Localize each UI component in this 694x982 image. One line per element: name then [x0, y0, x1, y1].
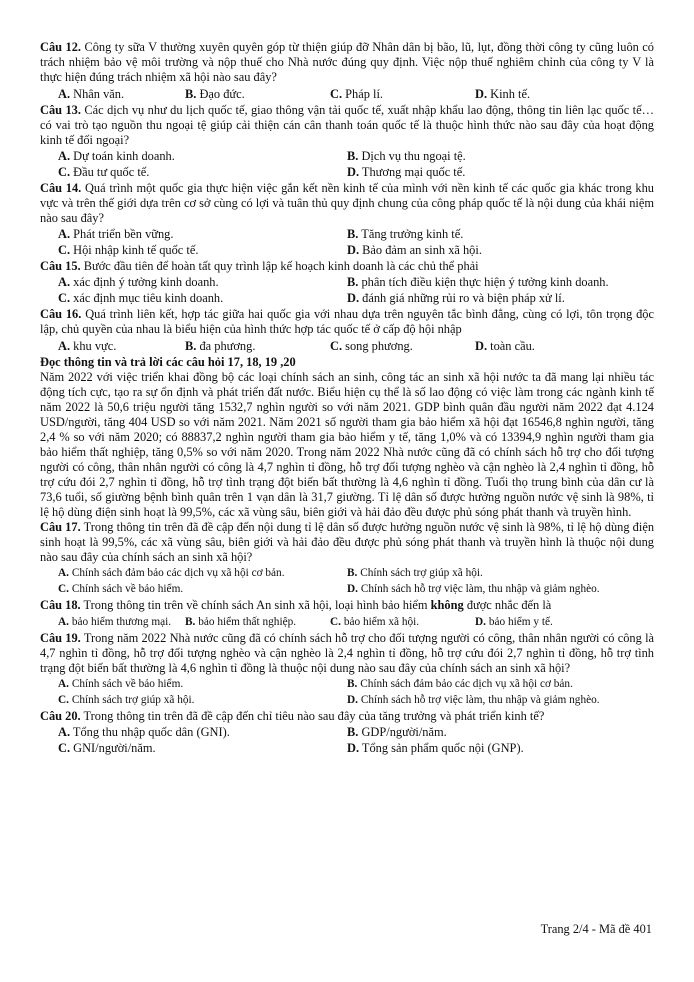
- question-13: [40, 103, 654, 148]
- question-text-end: được nhắc đến là: [463, 598, 552, 612]
- question-text: Quá trình liên kết, hợp tác giữa hai quốc gia với nhau dựa trên nguyên tắc bình đẳng, cùng có lợi, tôn trọng độc lập, chủ quyền của nhau là biểu hiện của hình thức hợp tác quốc tế ở cấp độ hội nhập: [40, 307, 654, 336]
- option-c: C. bảo hiểm xã hội.: [330, 616, 420, 628]
- option-c: C. xác định mục tiêu kinh doanh.: [58, 291, 224, 305]
- question-number: Câu 14.: [40, 181, 82, 195]
- option-a: A. Tổng thu nhập quốc dân (GNI).: [58, 725, 230, 739]
- question-text: Trong thông tin trên đã đề cập đến chỉ tiêu nào sau đây của tăng trưởng và phát triển kinh tế?: [83, 709, 545, 723]
- option-a: A. khu vực.: [58, 339, 117, 353]
- option-c: C. Pháp lí.: [330, 87, 384, 101]
- question-text: Các dịch vụ như du lịch quốc tế, giao thông vận tải quốc tế, xuất nhập khẩu lao động, thông tin liên lạc quốc tế…có vai trò tạo nguồn thu ngoại tệ giúp cải thiện cán cân thanh toán quốc tế là thuộc hình thức nào sau đây của hoạt động kinh tế đối ngoại?: [40, 103, 654, 147]
- option-b: B. Đạo đức.: [185, 87, 245, 101]
- question-16: [40, 307, 654, 337]
- reading-heading: Đọc thông tin và trả lời các câu hỏi 17, 18, 19 ,20: [40, 355, 296, 369]
- question-number: Câu 19.: [40, 631, 81, 645]
- question-17: [40, 520, 654, 565]
- question-text: Bước đầu tiên để hoàn tất quy trình lập kế hoạch kinh doanh là các chủ thể phải: [83, 259, 479, 273]
- option-b: B. GDP/người/năm.: [347, 725, 447, 739]
- option-c: C. GNI/người/năm.: [58, 741, 156, 755]
- option-a: A. bảo hiểm thương mại.: [58, 616, 172, 628]
- question-text: Trong thông tin trên đã đề cập đến nội dung tỉ lệ dân số được hưởng nguồn nước vệ sinh là 98%, tỉ lệ hộ dùng điện sinh hoạt là 99,5%, các xã vùng sâu, biên giới và hải đảo đều được phủ sóng phát thanh và truyền hình là thuộc nội dung nào sau đây của chính sách an sinh xã hội?: [40, 520, 655, 564]
- question-19: [40, 631, 654, 676]
- option-d: D. toàn cầu.: [475, 339, 535, 353]
- question-18: [40, 598, 654, 613]
- option-d: D. Tổng sản phẩm quốc nội (GNP).: [347, 741, 524, 755]
- option-a: A. xác định ý tưởng kinh doanh.: [58, 275, 219, 289]
- question-12: [40, 40, 654, 85]
- question-20: [40, 709, 654, 724]
- question-number: Câu 12.: [40, 40, 81, 54]
- answer-options: [40, 615, 654, 630]
- option-c: C. song phương.: [330, 339, 413, 353]
- question-text: Trong thông tin trên về chính sách An sinh xã hội, loại hình bảo hiểm: [83, 598, 431, 612]
- answer-options: [40, 566, 654, 581]
- answer-options: [40, 291, 654, 306]
- option-a: A. Phát triển bền vững.: [58, 227, 174, 241]
- answer-options: [40, 693, 654, 708]
- question-number: Câu 15.: [40, 259, 81, 273]
- answer-options: [40, 677, 654, 692]
- option-d: D. Chính sách hỗ trợ việc làm, thu nhập và giảm nghèo.: [347, 583, 600, 595]
- answer-options: [40, 582, 654, 597]
- question-number: Câu 16.: [40, 307, 82, 321]
- option-b: B. Chính sách đảm bảo các dịch vụ xã hội cơ bản.: [347, 678, 573, 690]
- option-b: B. bảo hiểm thất nghiệp.: [185, 616, 297, 628]
- answer-options: [40, 243, 654, 258]
- option-c: C. Chính sách về bảo hiểm.: [58, 583, 184, 595]
- answer-options: [40, 741, 654, 756]
- answer-options: [40, 87, 654, 102]
- page-footer: Trang 2/4 - Mã đề 401: [540, 922, 652, 936]
- answer-options: [40, 275, 654, 290]
- option-b: B. đa phương.: [185, 339, 256, 353]
- answer-options: [40, 149, 654, 164]
- option-a: A. Chính sách về bảo hiểm.: [58, 678, 184, 690]
- question-number: Câu 13.: [40, 103, 81, 117]
- question-14: [40, 181, 654, 226]
- option-d: D. Chính sách hỗ trợ việc làm, thu nhập và giảm nghèo.: [347, 694, 600, 706]
- emphasis-keyword: không: [430, 598, 464, 612]
- option-d: D. Bảo đảm an sinh xã hội.: [347, 243, 482, 257]
- option-a: A. Chính sách đảm bảo các dịch vụ xã hội cơ bản.: [58, 567, 285, 579]
- answer-options: [40, 339, 654, 354]
- option-a: A. Dự toán kinh doanh.: [58, 149, 175, 163]
- option-d: D. Kinh tế.: [475, 87, 531, 101]
- option-b: B. Chính sách trợ giúp xã hội.: [347, 567, 483, 579]
- option-a: A. Nhân văn.: [58, 87, 125, 101]
- option-c: C. Chính sách trợ giúp xã hội.: [58, 694, 195, 706]
- reading-passage: Năm 2022 với việc triển khai đồng bộ các loại chính sách an sinh, công tác an sinh xã hội nước ta đã mang lại nhiều tác động tích cực, tạo ra sự ổn định và phát triển đất nước. Biểu hiện cụ thể là số lao động có việc làm trong các ngành kinh tế năm 2022 là 50,6 triệu người tăng 1532,7 nghìn người so với năm 2021. GDP bình quân đầu người năm 2022 đạt 4.124 USD/người, tăng 404 USD so với năm 2021. Năm 2021 số người tham gia bảo hiểm xã hội đạt 16546,8 nghìn người, tăng 2,4 % so với năm 2020; có 88837,2 nghìn người tham gia bảo hiểm y tế, tăng 1,0% và có 13394,9 nghìn người tham gia bảo hiểm thất nghiệp, tăng 0,5% so với năm 2020. Trong năm 2022 Nhà nước cũng đã có chính sách hỗ trợ cho đối tượng người có công, thân nhân người có công là 4,7 nghìn tỉ đồng, hỗ trợ đối tượng nghèo và cận nghèo là 2,4 nghìn tỉ đồng, hỗ trợ cứu đói 2,7 nghìn tỉ đồng, hỗ trợ tình trạng đột biến bất thường là 4,6 nghìn tỉ đồng. Tuổi thọ trung bình của dân cư là 73,6 tuổi, số giường bệnh bình quân trên 1 vạn dân là 31,7 giường. Tỉ lệ dân số được hưởng nguồn nước vệ sinh là 98%, tỉ lệ hộ dùng điện sinh hoạt là 99,5%, các xã vùng sâu, biên giới và hải đảo đều được phủ sóng phát thanh và truyền hình.: [40, 370, 654, 519]
- answer-options: [40, 227, 654, 242]
- option-d: D. đánh giá những rủi ro và biện pháp xử lí.: [347, 291, 565, 305]
- question-number: Câu 18.: [40, 598, 81, 612]
- option-c: C. Hội nhập kinh tế quốc tế.: [58, 243, 199, 257]
- option-c: C. Đầu tư quốc tế.: [58, 165, 150, 179]
- option-b: B. phân tích điều kiện thực hiện ý tưởng kinh doanh.: [347, 275, 609, 289]
- option-d: D. Thương mại quốc tế.: [347, 165, 466, 179]
- answer-options: [40, 725, 654, 740]
- exam-page: [40, 40, 654, 757]
- option-d: D. bảo hiểm y tế.: [475, 616, 553, 628]
- question-number: Câu 17.: [40, 520, 81, 534]
- question-number: Câu 20.: [40, 709, 81, 723]
- question-text: Quá trình một quốc gia thực hiện việc gắn kết nền kinh tế của mình với nền kinh tế các quốc gia khác trong khu vực và trên thế giới dựa trên cơ sở cùng có lợi và tuân thủ quy định chung của công pháp quốc tế là nội dung của khái niệm nào sau đây?: [40, 181, 654, 225]
- question-text: Trong năm 2022 Nhà nước cũng đã có chính sách hỗ trợ cho đối tượng người có công, thân nhân người có công là 4,7 nghìn tỉ đồng, hỗ trợ đối tượng nghèo và cận nghèo là 2,4 nghìn tỉ đồng, hỗ trợ cứu đói 2,7 nghìn tỉ đồng, hỗ trợ tình trạng đột biến bất thường là 4,6 nghìn tỉ đồng là thuộc nội dung nào sau đây của chính sách an sinh xã hội?: [40, 631, 655, 675]
- question-15: [40, 259, 654, 274]
- answer-options: [40, 165, 654, 180]
- option-b: B. Tăng trưởng kinh tế.: [347, 227, 464, 241]
- question-text: Công ty sữa V thường xuyên quyên góp từ thiện giúp đỡ Nhân dân bị bão, lũ, lụt, đồng thời công ty cũng luôn có trách nhiệm bảo vệ môi trường và nộp thuế cho Nhà nước đúng quy định. Việc nộp thuế nghiêm chỉnh của công ty V là thực hiện đúng trách nhiệm xã hội nào sau đây?: [40, 40, 654, 84]
- option-b: B. Dịch vụ thu ngoại tệ.: [347, 149, 466, 163]
